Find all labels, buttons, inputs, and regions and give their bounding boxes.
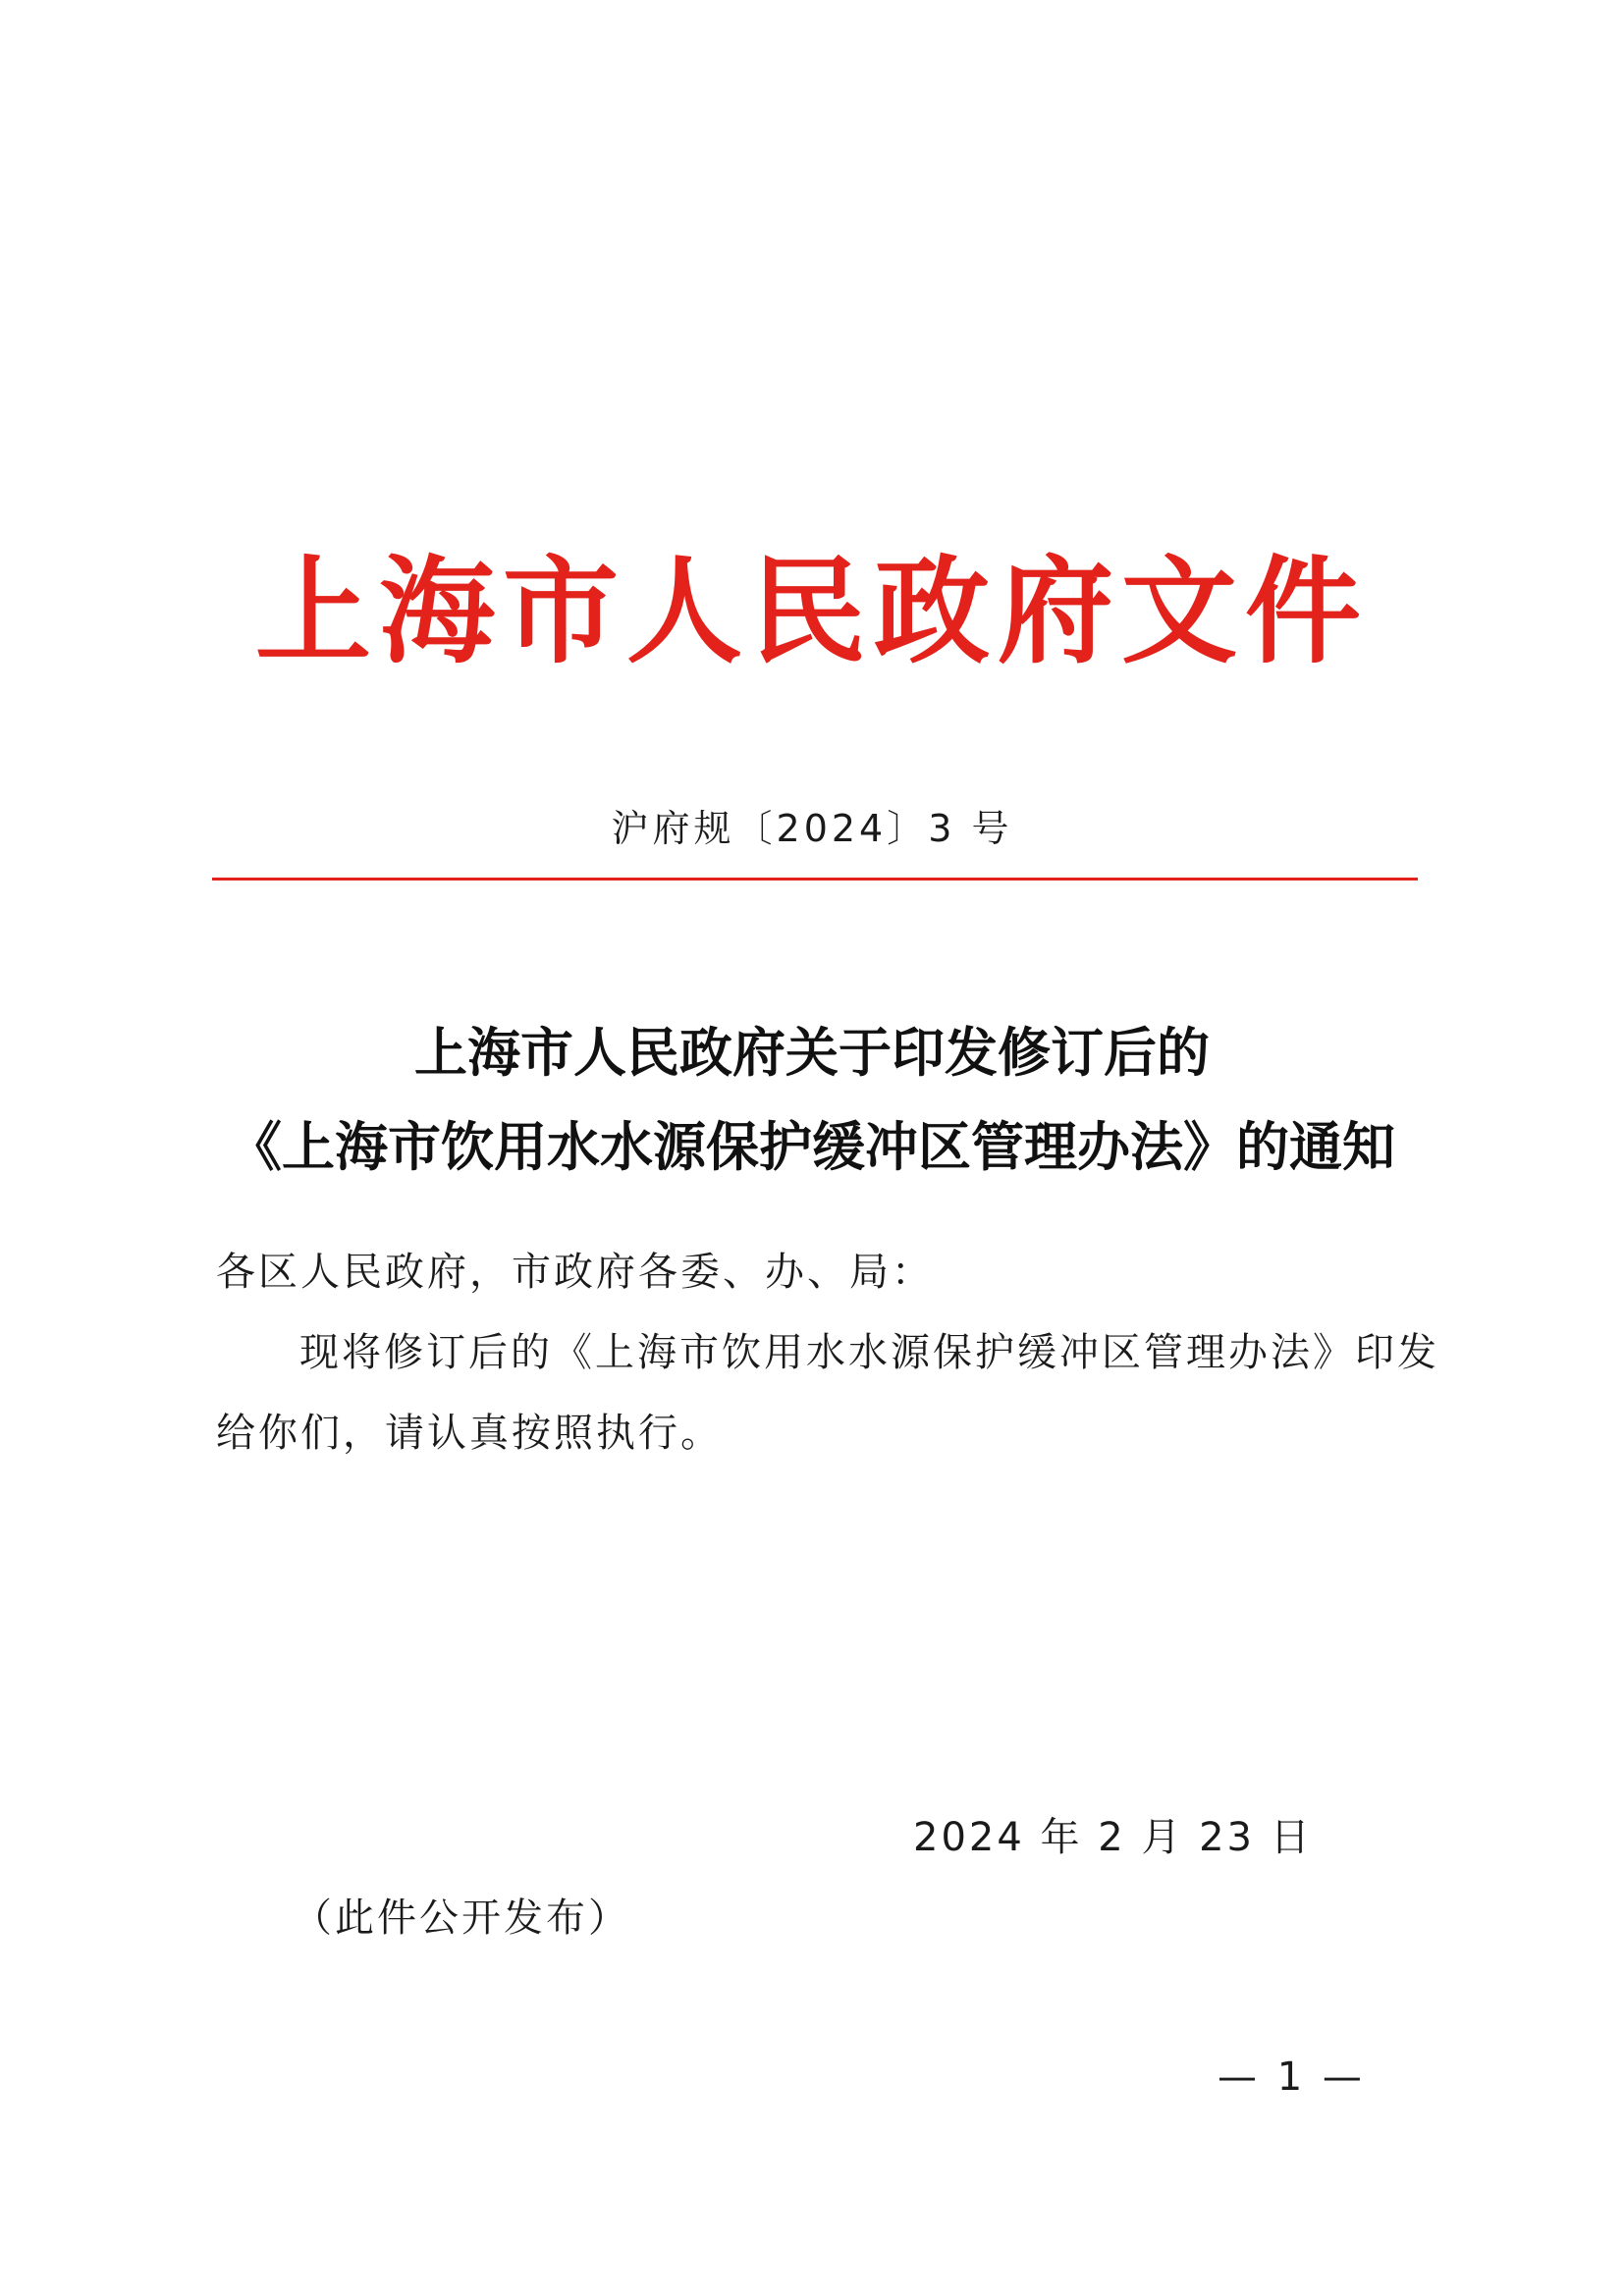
masthead-title: 上海市人民政府文件 (254, 543, 1369, 679)
addressee: 各区人民政府，市政府各委、办、局： (216, 1250, 934, 1295)
page-number: — 1 — (1218, 2055, 1366, 2100)
notice-title-line-2: 《上海市饮用水水源保护缓冲区管理办法》的通知 (229, 1115, 1395, 1178)
red-divider-rule (212, 878, 1418, 881)
issue-date: 2024 年 2 月 23 日 (913, 1815, 1313, 1860)
document-number: 沪府规〔2024〕3 号 (611, 807, 1013, 850)
notice-title-line-1: 上海市人民政府关于印发修订后的 (414, 1021, 1210, 1084)
body-paragraph-line-2: 给你们，请认真按照执行。 (216, 1411, 723, 1456)
public-release-note: （此件公开发布） (293, 1896, 630, 1941)
body-paragraph-line-1: 现将修订后的《上海市饮用水水源保护缓冲区管理办法》印发 (299, 1330, 1439, 1375)
